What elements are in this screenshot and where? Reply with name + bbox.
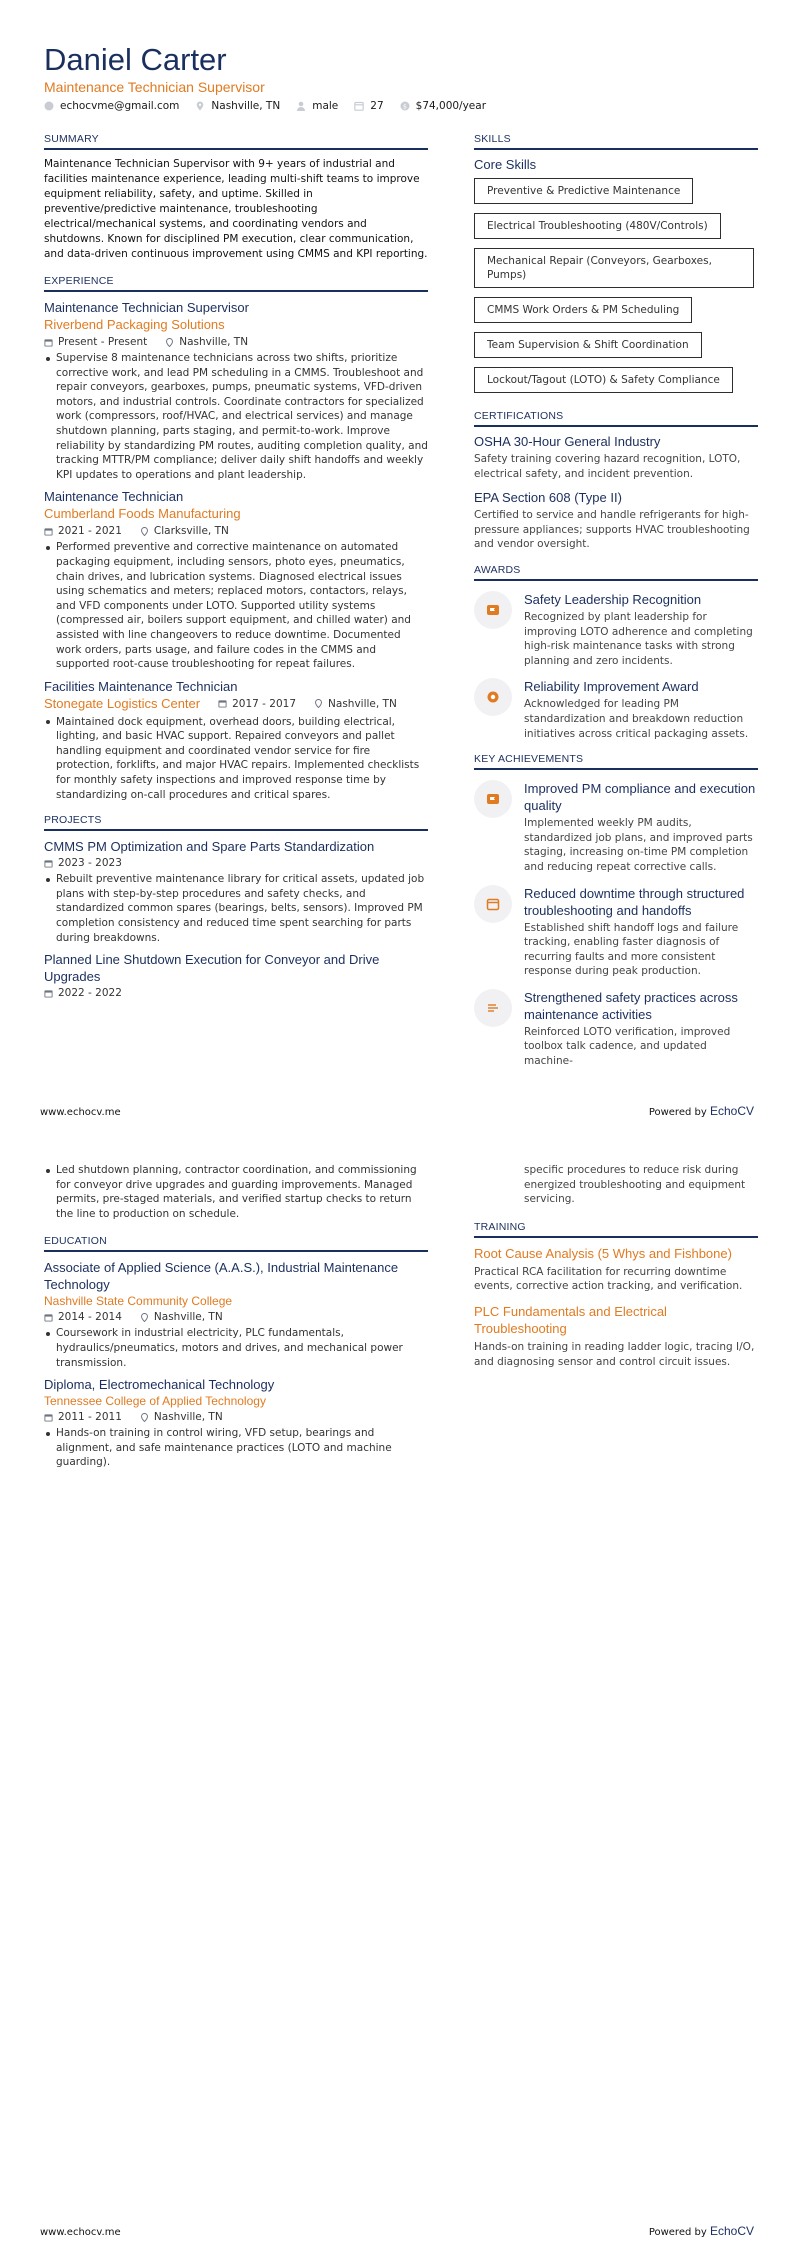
training-item-title: PLC Fundamentals and Electrical Troubleshooting — [474, 1303, 667, 1336]
training-title: TRAINING — [474, 1221, 758, 1238]
project-dates: 2022 - 2022 — [58, 987, 122, 1000]
project-entry — [44, 838, 428, 945]
calendar-icon — [218, 699, 227, 708]
education-school: Tennessee College of Applied Technology — [44, 1394, 266, 1409]
footer-powered-text: Powered by — [648, 2227, 707, 2238]
job-entry — [44, 678, 428, 803]
list-icon — [486, 1001, 500, 1015]
location-icon — [140, 1413, 149, 1422]
award-item — [474, 678, 758, 741]
candidate-name: Daniel Carter — [44, 42, 227, 77]
education-bullet: Coursework in industrial electricity, PLC fundamentals, hydraulics/pneumatics, motors and drives, and mechanical power transmission. — [44, 1326, 428, 1370]
email-icon — [44, 101, 54, 111]
skill-chip: Electrical Troubleshooting (480V/Controls) — [474, 213, 721, 239]
location-icon — [140, 1313, 149, 1322]
location-icon — [165, 338, 174, 347]
job-bullet: Performed preventive and corrective maintenance on automated packaging equipment, including sensors, photo eyes, pneumatics, chain drives, and lubrication systems. Diagnosed electrical issues using schematics and meters; replaced motors, contactors, relays, and VFD components under LOTO. Supported utility systems (compressed air, boilers support equipment, and chilled water) and assisted with line changeovers to reduce downtime. Documented work orders, parts usage, and failure codes in the CMMS and supported root-cause troubleshooting for repeat failures. — [44, 540, 428, 671]
training-item-title: Root Cause Analysis (5 Whys and Fishbone) — [474, 1245, 732, 1261]
calendar-icon — [44, 527, 53, 536]
job-dates: 2017 - 2017 — [232, 697, 297, 710]
achievement-desc: Reinforced LOTO verification, improved toolbox talk cadence, and updated machine- — [524, 1025, 731, 1068]
education-location: Nashville, TN — [153, 1311, 223, 1324]
achievement-desc: Established shift handoff logs and failure tracking, enabling faster diagnosis of recurring faults and more consistent response during peak production. — [524, 921, 739, 978]
right-column — [474, 133, 758, 1079]
contact-bar — [44, 100, 492, 112]
awards-title: AWARDS — [474, 564, 758, 581]
summary-text: Maintenance Technician Supervisor with 9+ years of industrial and facilities maintenance experience, leading multi-shift teams to improve equipment reliability, safety, and uptime. Skilled in preventive/predictive maintenance, troubleshooting electrical/mechanical systems, and coordinating vendors and shutdowns. Known for disciplined PM execution, clear communication, and data-driven continuous improvement using CMMS and KPI reporting. — [44, 158, 428, 260]
location-icon — [195, 101, 205, 111]
cert-title: EPA Section 608 (Type II) — [474, 490, 622, 506]
calendar-card-icon — [486, 897, 500, 911]
job-title: Maintenance Technician Supervisor — [44, 300, 249, 315]
skills-title: SKILLS — [474, 133, 758, 150]
skill-chip: Mechanical Repair (Conveyors, Gearboxes, Pumps) — [474, 248, 754, 288]
job-bullet: Supervise 8 maintenance technicians across two shifts, prioritize corrective work, and lead PM scheduling in a CMMS. Troubleshoot and repair conveyors, gearboxes, pumps, pneumatic systems, VFD-driven motors, and industrial controls. Coordinate contractors for specialized work (compressors, roof/HVAC, and electrical services) and manage shutdown planning, parts staging, and permit-to-work. Improve reliability by standardizing PM routes, auditing completion quality, and tracking MTTR/PM compliance; deliver daily shift handoffs and weekly KPI updates to operations and plant leadership. — [44, 351, 428, 482]
award-icon-wrap — [474, 678, 512, 716]
skill-chip: Preventive & Predictive Maintenance — [474, 178, 693, 204]
skill-chip: Lockout/Tagout (LOTO) & Safety Compliance — [474, 367, 733, 393]
job-company: Stonegate Logistics Center — [44, 695, 201, 711]
job-location: Nashville, TN — [179, 336, 249, 348]
projects-title: PROJECTS — [44, 814, 428, 831]
award-desc: Recognized by plant leadership for improving LOTO adherence and completing high-risk maintenance tasks with strong planning and zero incidents. — [524, 610, 753, 667]
job-meta — [44, 336, 428, 348]
job-entry — [44, 299, 428, 482]
education-dates: 2014 - 2014 — [58, 1311, 122, 1324]
svg-text:$: $ — [402, 102, 407, 111]
job-location: Clarksville, TN — [153, 525, 229, 538]
candidate-role: Maintenance Technician Supervisor — [44, 79, 265, 95]
skills-group-title: Core Skills — [474, 157, 537, 172]
achievement-icon-wrap — [474, 780, 512, 818]
footer-powered — [649, 1104, 754, 1118]
job-title: Facilities Maintenance Technician — [44, 678, 238, 694]
award-desc: Acknowledged for leading PM standardization and breakdown reduction initiatives across critical packaging assets. — [524, 698, 749, 740]
calendar-icon — [44, 989, 53, 998]
location-icon — [140, 527, 149, 536]
education-entry — [44, 1259, 428, 1370]
age-icon — [354, 101, 364, 111]
footer-powered — [649, 2224, 754, 2238]
salary-text: $74,000/year — [415, 100, 487, 112]
calendar-icon — [44, 859, 53, 868]
cert-desc: Safety training covering hazard recognition, LOTO, electrical safety, and incident prevention. — [474, 453, 741, 480]
achievement-title: Improved PM compliance and execution quality — [524, 781, 756, 814]
cert-desc: Certified to service and handle refrigerants for high-pressure appliances; supports HVAC troubleshooting and vendor oversight. — [474, 509, 750, 551]
training-item-desc: Practical RCA facilitation for recurring downtime events, corrective action tracking, and verification. — [474, 1265, 743, 1293]
footer-website[interactable]: www.echocv.me — [40, 1107, 121, 1118]
project-title: CMMS PM Optimization and Spare Parts Standardization — [44, 839, 375, 855]
calendar-icon — [44, 338, 53, 347]
contact-location — [195, 100, 280, 112]
education-school: Nashville State Community College — [44, 1294, 233, 1309]
page-footer — [40, 1104, 754, 1118]
job-dates: 2021 - 2021 — [58, 525, 122, 538]
job-bullet: Maintained dock equipment, overhead doors, building electrical, lighting, and basic HVAC support. Repaired conveyors and pallet handling equipment and coordinated vendor service for fire protection, forklifts, and major HVAC repairs. Implemented checklists for monthly safety inspections and improved response time by standardizing on-call procedures and critical spares. — [44, 715, 428, 803]
job-entry — [44, 488, 428, 671]
email-text: echocvme@gmail.com — [60, 100, 180, 112]
footer-powered-text: Powered by — [648, 1107, 707, 1118]
flag-icon — [486, 792, 500, 806]
calendar-icon — [44, 1413, 53, 1422]
age-text: 27 — [370, 100, 384, 112]
award-title: Safety Leadership Recognition — [524, 591, 702, 607]
project-title: Planned Line Shutdown Execution for Conveyor and Drive Upgrades — [44, 952, 380, 985]
calendar-icon — [44, 1313, 53, 1322]
location-text: Nashville, TN — [211, 100, 281, 112]
skills-list — [474, 178, 758, 402]
achievement-item — [474, 989, 758, 1069]
award-icon-wrap — [474, 591, 512, 629]
job-meta — [218, 698, 397, 710]
achievements-title: KEY ACHIEVEMENTS — [474, 753, 758, 770]
achievement-desc: Implemented weekly PM audits, standardized job plans, and improved parts staging, increasing on-time PM completion and reducing repeat corrective calls. — [524, 817, 753, 873]
contact-age — [354, 100, 383, 112]
footer-brand[interactable]: EchoCV — [709, 2224, 754, 2238]
education-title: EDUCATION — [44, 1235, 428, 1252]
footer-brand[interactable]: EchoCV — [709, 1104, 754, 1118]
page-footer — [40, 2224, 754, 2238]
achievement-title: Strengthened safety practices across maintenance activities — [524, 989, 738, 1022]
contact-gender — [296, 100, 338, 112]
summary-title: SUMMARY — [44, 133, 428, 150]
education-entry — [44, 1376, 428, 1470]
education-bullet: Hands-on training in control wiring, VFD setup, bearings and alignment, and safe maintenance practices (LOTO and machine guarding). — [44, 1426, 428, 1470]
education-meta — [44, 1311, 428, 1323]
job-dates: Present - Present — [58, 336, 148, 348]
project-bullet: Rebuilt preventive maintenance library for critical assets, updated job plans with step-by-step procedures and safety checks, and standardized common spares (bearings, belts, sensors). Improved PM completion consistency and reduced time spent searching for parts during breakdowns. — [44, 872, 428, 945]
resume-page-2 — [0, 1123, 794, 2246]
award-title: Reliability Improvement Award — [524, 679, 699, 695]
badge-icon — [486, 690, 500, 704]
achievement-title: Reduced downtime through structured troubleshooting and handoffs — [524, 885, 745, 918]
job-company: Cumberland Foods Manufacturing — [44, 506, 241, 522]
left-column — [44, 1163, 428, 1476]
left-column — [44, 133, 428, 1005]
achievement-icon-wrap — [474, 885, 512, 923]
location-icon — [314, 699, 323, 708]
achievement-item — [474, 885, 758, 979]
job-company-row — [44, 695, 428, 713]
project-entry — [44, 951, 428, 999]
job-location: Nashville, TN — [328, 697, 397, 710]
certifications-title: CERTIFICATIONS — [474, 410, 758, 427]
gender-icon — [296, 101, 306, 111]
achievement-desc-continued: specific procedures to reduce risk during energized troubleshooting and equipment servicing. — [524, 1164, 746, 1206]
education-meta — [44, 1411, 428, 1423]
achievement-icon-wrap — [474, 989, 512, 1027]
experience-title: EXPERIENCE — [44, 275, 428, 292]
project-bullet: Led shutdown planning, contractor coordination, and commissioning for conveyor drive upgrades and guarding improvements. Managed permits, pre-staged materials, and verified startup checks to return the line to production on schedule. — [44, 1163, 428, 1221]
contact-email[interactable] — [44, 100, 179, 112]
skill-chip: Team Supervision & Shift Coordination — [474, 332, 702, 358]
right-column — [474, 1163, 758, 1378]
project-meta — [44, 987, 428, 999]
training-item-desc: Hands-on training in reading ladder logic, tracing I/O, and diagnosing sensor and control circuit issues. — [474, 1340, 755, 1368]
salary-icon — [400, 101, 410, 111]
job-title: Maintenance Technician — [44, 489, 184, 505]
education-degree: Associate of Applied Science (A.A.S.), Industrial Maintenance Technology — [44, 1260, 399, 1293]
flag-icon — [486, 603, 500, 617]
education-location: Nashville, TN — [153, 1411, 223, 1424]
achievement-item — [474, 780, 758, 874]
job-meta — [44, 525, 428, 537]
gender-text: male — [312, 100, 339, 112]
project-dates: 2023 - 2023 — [58, 857, 122, 870]
cert-title: OSHA 30-Hour General Industry — [474, 434, 661, 449]
footer-website[interactable]: www.echocv.me — [40, 2227, 121, 2238]
education-degree: Diploma, Electromechanical Technology — [44, 1377, 275, 1393]
project-meta — [44, 857, 428, 869]
job-company: Riverbend Packaging Solutions — [44, 317, 225, 332]
award-item — [474, 591, 758, 668]
skill-chip: CMMS Work Orders & PM Scheduling — [474, 297, 692, 323]
education-dates: 2011 - 2011 — [58, 1411, 122, 1424]
contact-salary — [400, 100, 486, 112]
